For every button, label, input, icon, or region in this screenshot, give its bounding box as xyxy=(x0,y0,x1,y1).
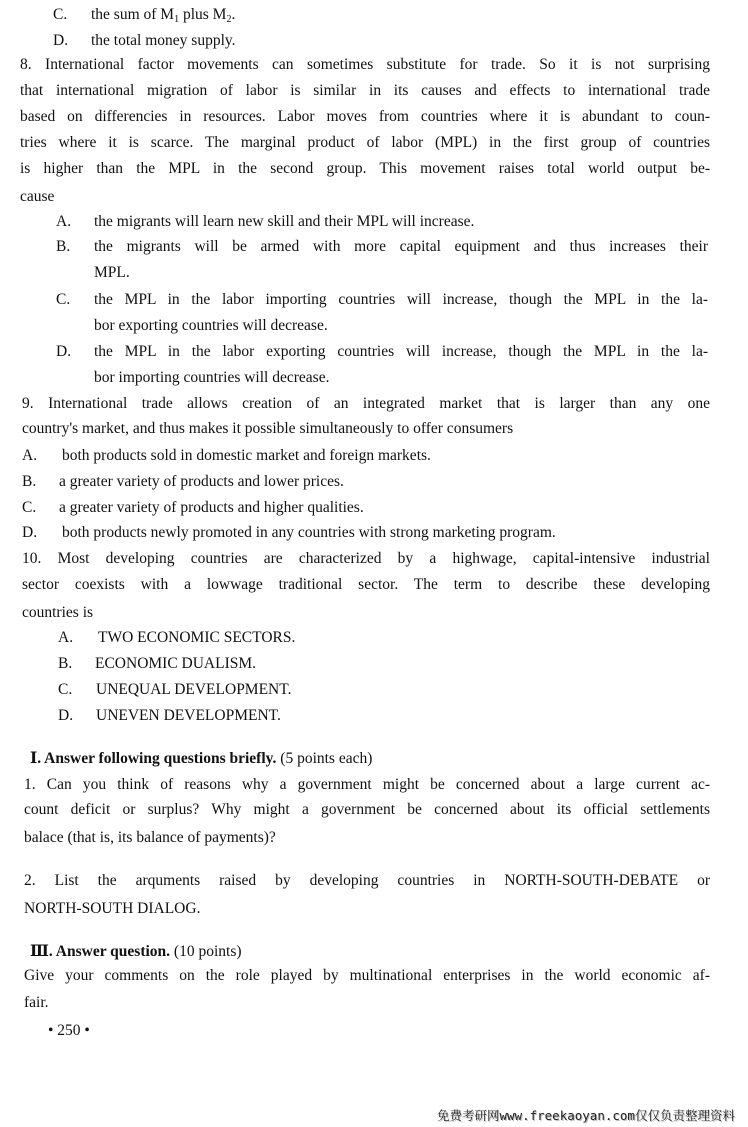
question-text-line: count deficit or surplus? Why might a government be concerned about its official settlements xyxy=(24,801,710,818)
question-text-line: balace (that is, its balance of payments)? xyxy=(24,829,276,846)
option-continuation: bor exporting countries will decrease. xyxy=(94,317,328,334)
question-text-line: 8. International factor movements can sometimes substitute for trade. So it is not surprising xyxy=(20,56,710,73)
option-letter: A. xyxy=(22,447,38,464)
option-letter: C. xyxy=(22,499,37,516)
section-numeral: Ⅰ xyxy=(30,750,38,767)
question-text-line: countries is xyxy=(22,604,94,621)
option-continuation: MPL. xyxy=(94,264,130,281)
option-letter: D. xyxy=(22,524,38,541)
section-numeral: Ⅲ xyxy=(30,943,49,960)
option-q7-c: C. the sum of $M_1$ plus $M_2$. xyxy=(53,6,236,25)
question-text-line: tries where it is scarce. The marginal product of labor (MPL) in the first group of countries xyxy=(20,134,710,151)
question-text-line: 1. Can you think of reasons why a government might be concerned about a large current ac- xyxy=(24,776,710,793)
option-continuation: bor importing countries will decrease. xyxy=(94,369,330,386)
option-letter: C. xyxy=(53,6,68,23)
option-q9-d: D. both products newly promoted in any countries with strong marketing program. xyxy=(22,524,556,541)
option-letter: D. xyxy=(58,707,74,724)
page-number: • 250 • xyxy=(48,1022,90,1039)
option-letter: B. xyxy=(22,473,37,490)
question-text-line: fair. xyxy=(24,994,49,1011)
question-text-line: based on differencies in resources. Labor moves from countries where it is abundant to coun- xyxy=(20,108,710,125)
option-q10-d: D. UNEVEN DEVELOPMENT. xyxy=(58,707,281,724)
option-letter: D. xyxy=(56,343,72,360)
question-text-line: Give your comments on the role played by multinational enterprises in the world economic af- xyxy=(24,967,710,984)
option-letter: B. xyxy=(56,238,71,255)
option-q9-c: C. a greater variety of products and higher qualities. xyxy=(22,499,364,516)
question-text-line: NORTH-SOUTH DIALOG. xyxy=(24,900,201,917)
section-heading: Ⅰ. Answer following questions briefly. (5 points each) xyxy=(30,750,373,767)
option-q8-c: C. the MPL in the labor importing countries will increase, though the MPL in the la- xyxy=(56,291,708,308)
question-text-line: 10. Most developing countries are characterized by a highwage, capital-intensive industrial xyxy=(22,550,710,567)
question-text-line: cause xyxy=(20,188,55,205)
option-q10-a: A. TWO ECONOMIC SECTORS. xyxy=(58,629,296,646)
option-q8-d: D. the MPL in the labor exporting countries will increase, though the MPL in the la- xyxy=(56,343,708,360)
watermark-footer: 免费考研网www.freekaoyan.com仅仅负责整理资料 xyxy=(437,1108,735,1123)
option-q8-b: B. the migrants will be armed with more capital equipment and thus increases their xyxy=(56,238,708,255)
option-q7-d: D. the total money supply. xyxy=(53,32,236,49)
option-q9-a: A. both products sold in domestic market and foreign markets. xyxy=(22,447,431,464)
option-letter: C. xyxy=(56,291,71,308)
question-text-line: country's market, and thus makes it possible simultaneously to offer consumers xyxy=(22,420,514,437)
question-text-line: that international migration of labor is similar in its causes and effects to international trade xyxy=(20,82,710,99)
question-text-line: is higher than the MPL in the second group. This movement raises total world output be- xyxy=(20,160,710,177)
option-q10-c: C. UNEQUAL DEVELOPMENT. xyxy=(58,681,292,698)
option-letter: C. xyxy=(58,681,73,698)
option-q8-a: A. the migrants will learn new skill and their MPL will increase. xyxy=(56,213,475,230)
option-letter: B. xyxy=(58,655,73,672)
option-q10-b: B. ECONOMIC DUALISM. xyxy=(58,655,257,672)
question-text-line: 2. List the arquments raised by developing countries in NORTH-SOUTH-DEBATE or xyxy=(24,872,710,889)
option-q9-b: B. a greater variety of products and lower prices. xyxy=(22,473,344,490)
question-text-line: sector coexists with a lowwage traditional sector. The term to describe these developing xyxy=(22,576,710,593)
question-text-line: 9. International trade allows creation of an integrated market that is larger than any one xyxy=(22,395,710,412)
section-heading: Ⅲ. Answer question. (10 points) xyxy=(30,943,242,960)
option-letter: A. xyxy=(58,629,74,646)
option-letter: D. xyxy=(53,32,69,49)
option-letter: A. xyxy=(56,213,72,230)
